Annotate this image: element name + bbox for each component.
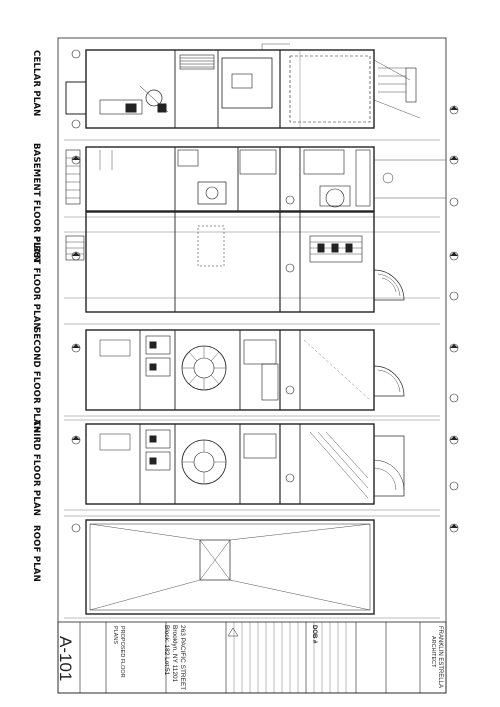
project-block-lot: Block: 182 Lot:51 <box>163 625 170 676</box>
architect-title: ARCHITECT <box>430 636 436 668</box>
dob-label: DOB # <box>311 625 317 644</box>
plan-title-roof: ROOF PLAN <box>31 525 41 582</box>
architect-name: FRANKLIN ESTRELLA <box>437 626 443 689</box>
plan-title-basement: BASEMENT FLOOR PLAN <box>31 143 41 263</box>
sheet-number: A-101 <box>56 636 75 682</box>
plan-title-cellar: CELLAR PLAN <box>31 50 41 117</box>
project-address-line1: 263 PACIFIC STREET <box>179 625 186 691</box>
drawing-title: PROPOSED FLOOR PLANS <box>112 626 125 678</box>
plan-title-first: FIRST FLOOR PLAN <box>31 236 41 330</box>
plan-title-second: SECOND FLOOR PLAN <box>31 327 41 434</box>
plan-title-third: THIRD FLOOR PLAN <box>31 420 41 517</box>
project-address-line2: Brooklyn, NY 11201 <box>171 625 178 683</box>
